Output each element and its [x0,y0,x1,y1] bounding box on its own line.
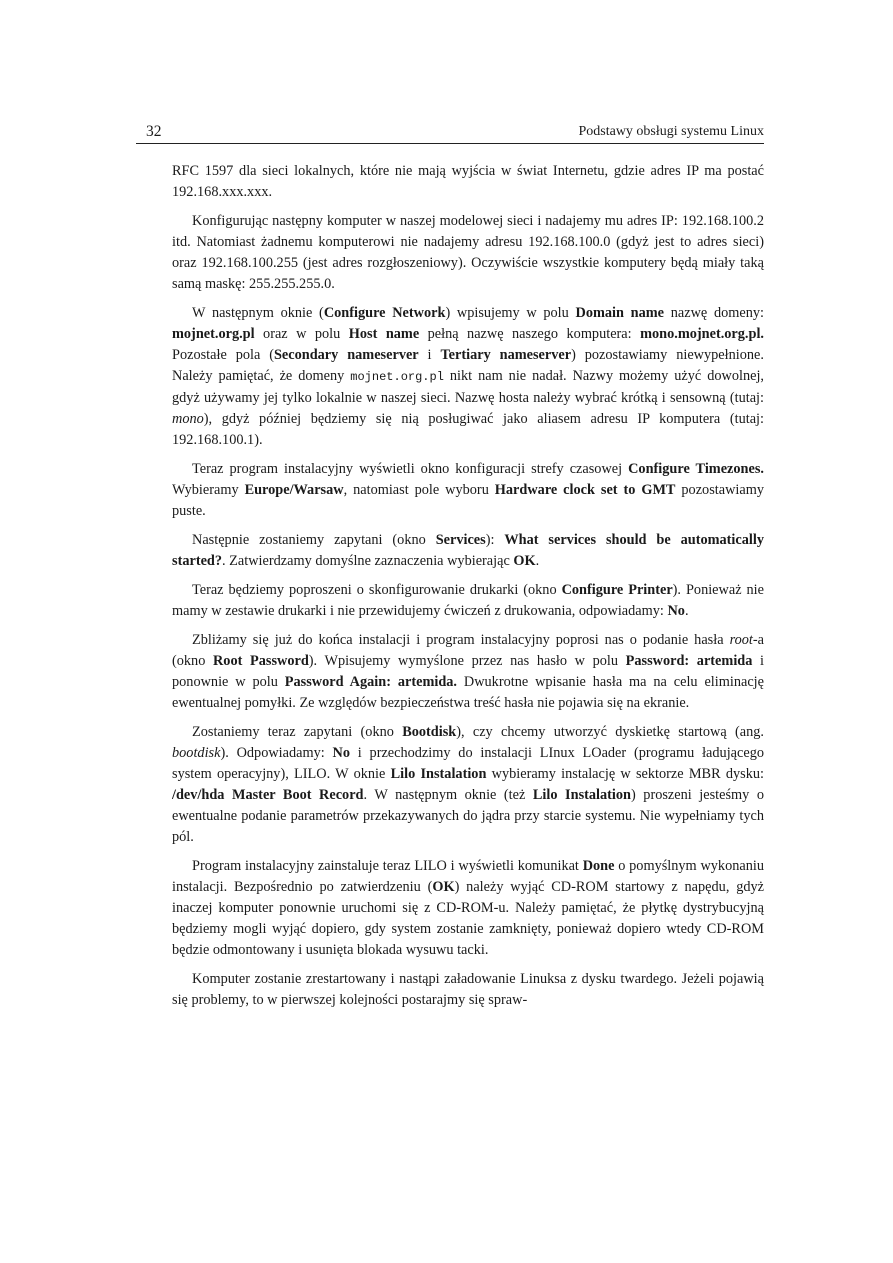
text-run: Następnie zostaniemy zapytani (okno [192,532,436,548]
text-run: Wybieramy [172,482,245,498]
bold-term: Done [582,858,615,874]
paragraph [172,211,764,295]
paragraph [172,161,764,203]
text-run: nikt nam nie nadał. Nazwy możemy użyć dowolnej, gdyż używamy jej tylko lokalnie w naszej sieci. Nazwę hosta należy wybrać krótką i sensowną (tutaj: [172,368,764,406]
text-run: ). Odpowiadamy: [220,745,333,761]
text-run: ), gdyż później będziemy się nią posługiwać jako aliasem adresu IP komputera (tutaj: 192.168.100.1). [172,411,764,448]
italic-term: root [729,632,753,648]
running-title: Podstawy obsługi systemu Linux [578,124,764,139]
text-run: . W następnym oknie (też [363,787,533,803]
text-run: nazwę domeny: [664,305,764,321]
paragraph [172,580,764,622]
paragraph [172,530,764,572]
text-run: wybieramy instalację w sektorze MBR dysku: [486,766,764,782]
bold-term: Host name [348,326,420,342]
text-run: pozostawiamy puste. [172,482,764,519]
text-run: Dwukrotne wpisanie hasła ma na celu eliminację ewentualnej pomyłki. Ze względów bezpieczeństwa treść hasła nie pojawia się na ekranie. [172,674,764,711]
bold-term: Password: artemida [625,653,753,669]
text-run: o pomyślnym wykonaniu instalacji. Bezpośrednio po zatwierdzeniu ( [172,858,764,895]
italic-term: mono [172,411,204,427]
bold-term: Europe/Warsaw [244,482,344,498]
page-number: 32 [146,123,162,140]
text-run: -a (okno [172,632,764,669]
bold-term: Secondary nameserver [273,347,419,363]
bold-term: Tertiary nameserver [440,347,572,363]
text-run: , natomiast pole wyboru [343,482,495,498]
text-run: Konfigurując następny komputer w naszej modelowej sieci i nadajemy mu adres IP: 192.168.100.2 itd. Natomiast żadnemu komputerowi nie nadajemy adresu 192.168.100.0 (gdyż jest to adres sieci) oraz 192.168.100.255 (jest adres rozgłoszeniowy). Oczywiście wszystkie komputery będą miały taką samą maskę: 255.255.255.0. [172,213,764,292]
bold-term: What services should be automatically started? [172,532,764,569]
bold-term: Bootdisk [402,724,457,740]
text-run: pełną nazwę naszego komputera: [419,326,641,342]
body-text [172,161,764,1019]
text-run: i ponownie w polu [172,653,764,690]
bold-term: mono.mojnet.org.pl. [640,326,764,342]
text-run: ) należy wyjąć CD-ROM startowy z napędu, gdyż inaczej komputer ponownie uruchomi się z CD-ROM-u. Należy pamiętać, że płytkę dystrybucyjną będziemy mogli wyjąć dopiero, gdy system zostanie zamknięty, ponieważ dopiero wtedy CD-ROM będzie odmontowany i usunięta blokada wysuwu tacki. [172,879,765,958]
text-run: i przechodzimy do instalacji LInux LOader (programu ładującego system operacyjny), LILO. W oknie [172,745,764,782]
text-run: Zbliżamy się już do końca instalacji i program instalacyjny poprosi nas o podanie hasła [192,632,730,648]
bold-term: No [667,603,685,619]
bold-term: Configure Printer [561,582,673,598]
bold-term: Lilo Instalation [532,787,631,803]
paragraph [172,722,764,848]
text-run: i [418,347,441,363]
bold-term: Configure Timezones. [628,461,764,477]
text-run: ). Ponieważ nie mamy w zestawie drukarki i nie przewidujemy ćwiczeń z drukowania, odpowiadamy: [172,582,764,619]
text-run: Komputer zostanie zrestartowany i nastąpi załadowanie Linuksa z dysku twardego. Jeżeli pojawią się problemy, to w pierwszej kolejności postarajmy się spraw- [172,971,764,1008]
text-run: oraz w polu [254,326,349,342]
text-run: ). Wpisujemy wymyślone przez nas hasło w polu [308,653,626,669]
bold-term: mojnet.org.pl [172,326,255,342]
bold-term: OK [513,553,536,569]
page-header [136,123,764,144]
bold-term: /dev/hda Master Boot Record [172,787,364,803]
bold-term: Domain name [575,305,665,321]
text-run: Teraz program instalacyjny wyświetli okno konfiguracji strefy czasowej [192,461,629,477]
text-run: . [684,603,689,619]
paragraph [172,303,764,451]
text-run: ), czy chcemy utworzyć dyskietkę startową (ang. [456,724,764,740]
text-run: ) proszeni jesteśmy o ewentualne podanie parametrów przekazywanych do jądra przy starcie systemu. Nie wypełniamy tych pól. [172,787,764,845]
text-run: Zostaniemy teraz zapytani (okno [192,724,403,740]
bold-term: No [332,745,350,761]
text-run: Teraz będziemy poproszeni o skonfigurowanie drukarki (okno [192,582,562,598]
text-run: RFC 1597 dla sieci lokalnych, które nie mają wyjścia w świat Internetu, gdzie adres IP ma postać 192.168.xxx.xxx. [172,163,764,200]
text-run: ): [485,532,505,548]
bold-term: Password Again: artemida. [284,674,457,690]
bold-term: Services [435,532,486,548]
bold-term: Lilo Instalation [390,766,487,782]
paragraph [172,856,764,961]
paragraph [172,969,764,1011]
bold-term: Hardware clock set to GMT [494,482,676,498]
text-run: . Zatwierdzamy domyślne zaznaczenia wybierając [222,553,514,569]
bold-term: Configure Network [323,305,446,321]
text-run: . [535,553,540,569]
code-term: mojnet.org.pl [350,370,444,384]
text-run: Pozostałe pola ( [172,347,274,363]
paragraph [172,459,764,522]
bold-term: Root Password [212,653,309,669]
paragraph [172,630,764,714]
bold-term: OK [432,879,455,895]
italic-term: bootdisk [172,745,221,761]
text-run: ) pozostawiamy niewypełnione. Należy pamiętać, że domeny [172,347,764,384]
text-run: Program instalacyjny zainstaluje teraz LILO i wyświetli komunikat [192,858,583,874]
text-run: ) wpisujemy w polu [445,305,576,321]
text-run: W następnym oknie ( [192,305,324,321]
